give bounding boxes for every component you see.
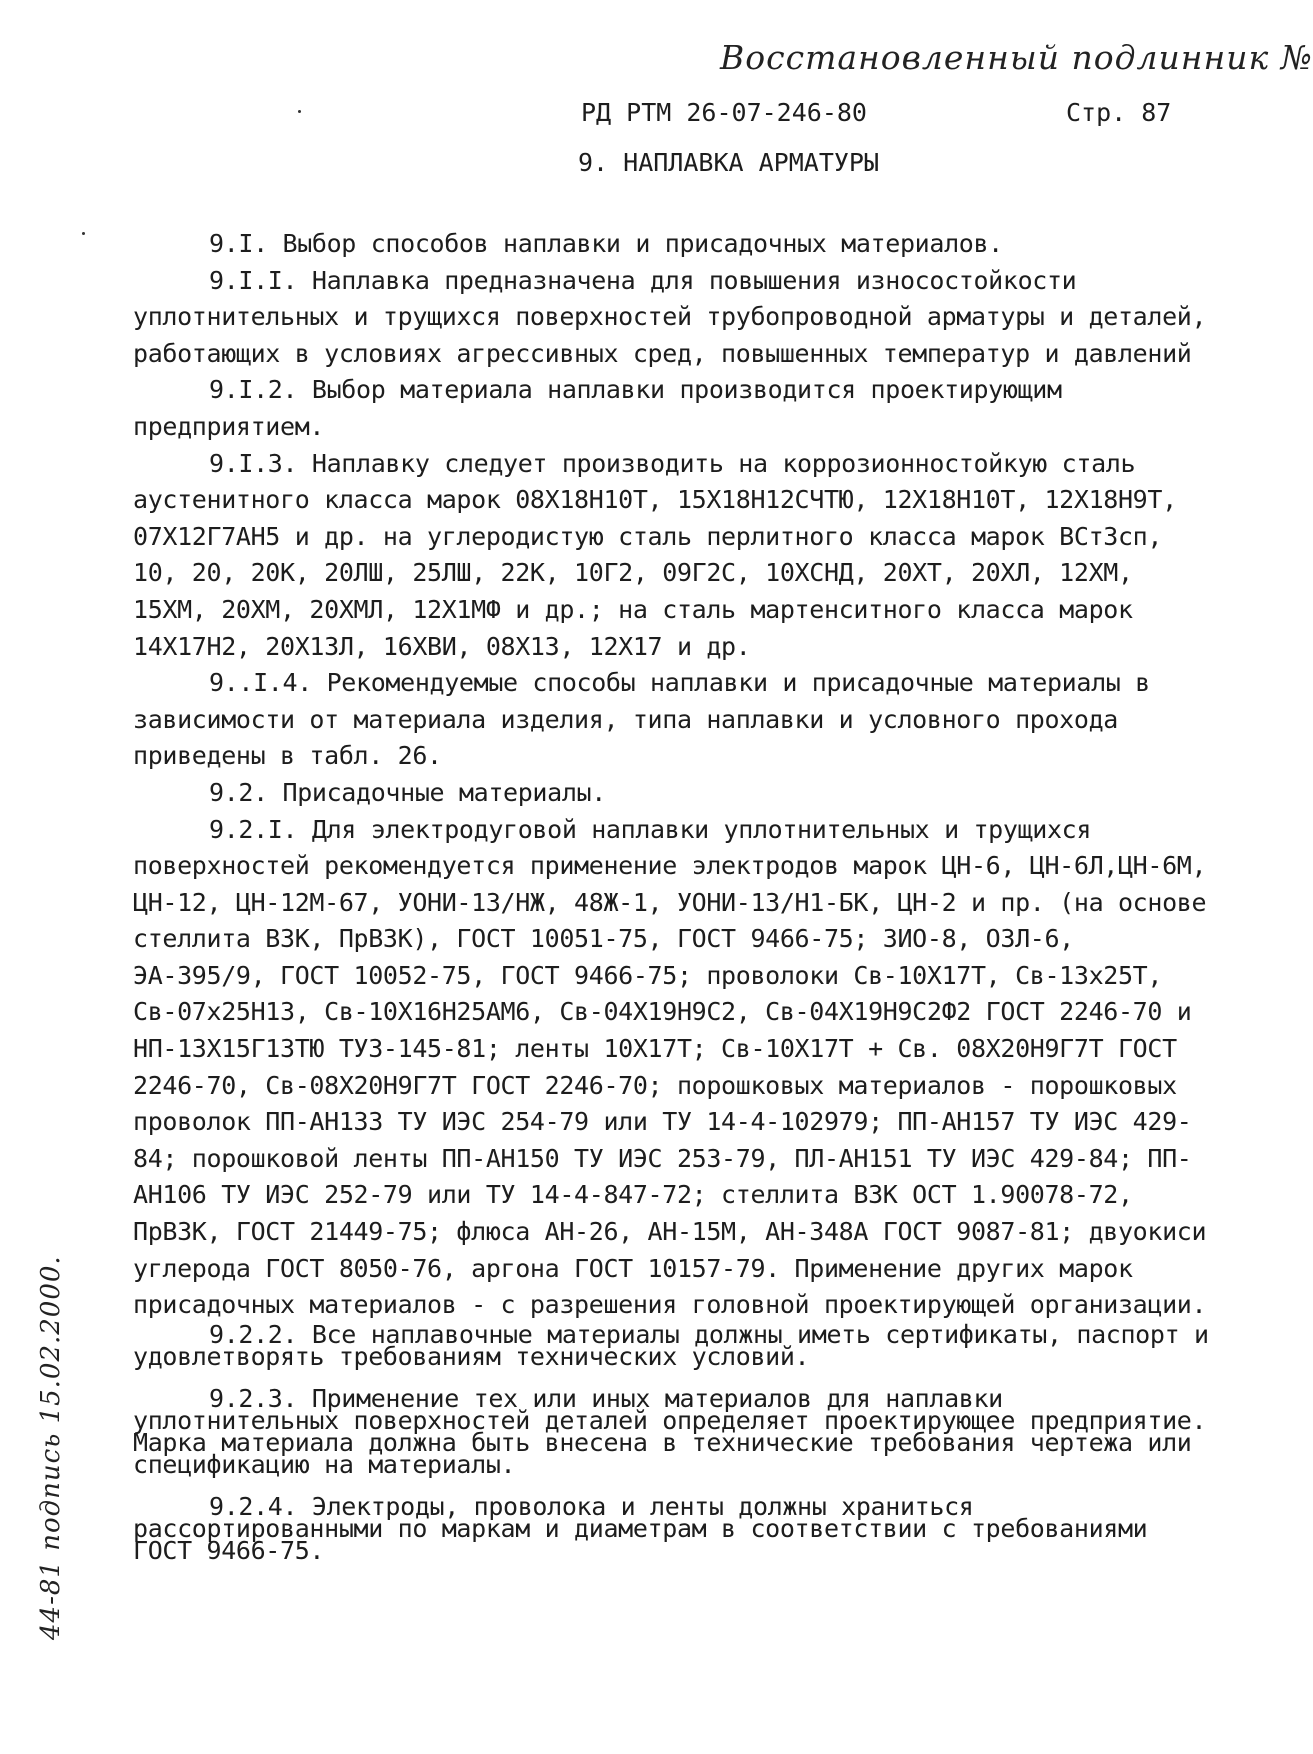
document-body: [133, 226, 1218, 1565]
scan-speck: [82, 232, 85, 235]
page-number: Стр. 87: [1066, 98, 1172, 127]
paragraph-9-1-1: 9.I.I. Наплавка предназначена для повышения износостойкости уплотнительных и трущихся поверхностей трубопроводной арматуры и деталей, работающих в условиях агрессивных сред, повышенных температур и давлений: [133, 265, 1207, 368]
paragraph-9-2-3: 9.2.3. Применение тех или иных материалов для наплавки уплотнительных поверхностей деталей определяет проектирующее предприятие. Марка материала должна быть внесена в технические требования чертежа или спецификацию на материалы.: [133, 1383, 1207, 1479]
paragraph-9-2-1: 9.2.I. Для электродуговой наплавки уплотнительных и трущихся поверхностей рекомендуется применение электродов марок ЦН-6, ЦН-6Л,ЦН-6М, ЦН-12, ЦН-12М-67, УОНИ-13/НЖ, 48Ж-1, УОНИ-13/Н1-БК, ЦН-2 и пр. (на основе стеллита ВЗК, ПрВЗК), ГОСТ 10051-75, ГОСТ 9466-75; ЗИО-8, ОЗЛ-6, ЭА-395/9, ГОСТ 10052-75, ГОСТ 9466-75; проволоки Св-10Х17Т, Св-13х25Т, Св-07х25Н13, Св-10Х16Н25АМ6, Св-04Х19Н9С2, Св-04Х19Н9С2Ф2 ГОСТ 2246-70 и НП-13Х15Г13ТЮ ТУ3-145-81; ленты 10Х17Т; Св-10Х17Т + Св. 08Х20Н9Г7Т ГОСТ 2246-70, Св-08Х20Н9Г7Т ГОСТ 2246-70; порошковых материалов - порошковых проволок ПП-АН133 ТУ ИЭС 254-79 или ТУ 14-4-102979; ПП-АН157 ТУ ИЭС 429-84; порошковой ленты ПП-АН150 ТУ ИЭС 253-79, ПЛ-АН151 ТУ ИЭС 429-84; ПП-АН106 ТУ ИЭС 252-79 или ТУ 14-4-847-72; стеллита ВЗК ОСТ 1.90078-72, ПрВЗК, ГОСТ 21449-75; флюса АН-26, АН-15М, АН-348А ГОСТ 9087-81; двуокиси углерода ГОСТ 8050-76, аргона ГОСТ 10157-79. Применение других марок присадочных материалов - с разрешения головной проектирующей организации.: [133, 814, 1207, 1320]
restored-original-stamp: Восстановленный подлинник №: [720, 38, 1313, 77]
document-code: РД РТМ 26-07-246-80: [581, 98, 867, 127]
section-title: 9. НАПЛАВКА АРМАТУРЫ: [578, 148, 880, 177]
paragraph-9-2-2: 9.2.2. Все наплавочные материалы должны иметь сертификаты, паспорт и удовлетворять требованиям технических условий.: [133, 1319, 1209, 1371]
paragraph-9-1-2: 9.I.2. Выбор материала наплавки производится проектирующим предприятием.: [133, 375, 1062, 441]
scan-speck: [298, 110, 301, 113]
paragraph-9-2-4: 9.2.4. Электроды, проволока и ленты должны храниться рассортированными по маркам и диаметрам в соответствии с требованиями ГОСТ 9466-75.: [133, 1491, 1148, 1565]
handwritten-margin-note: 44-81 подпись 15.02.2000.: [36, 1255, 66, 1640]
paragraph-9-1: 9.I. Выбор способов наплавки и присадочных материалов.: [209, 229, 1003, 258]
paragraph-9-1-3: 9.I.3. Наплавку следует производить на коррозионностойкую сталь аустенитного класса марок 08Х18Н10Т, 15Х18Н12СЧТЮ, 12Х18Н10Т, 12Х18Н9Т, 07Х12Г7АН5 и др. на углеродистую сталь перлитного класса марок ВСт3сп, 10, 20, 20К, 20ЛШ, 25ЛШ, 22К, 10Г2, 09Г2С, 10ХСНД, 20ХТ, 20ХЛ, 12ХМ, 15ХМ, 20ХМ, 20ХМЛ, 12Х1МФ и др.; на сталь мартенситного класса марок 14Х17Н2, 20Х13Л, 16ХВИ, 08Х13, 12Х17 и др.: [133, 448, 1177, 661]
paragraph-9-2: 9.2. Присадочные материалы.: [209, 777, 606, 807]
paragraph-9-1-4: 9..I.4. Рекомендуемые способы наплавки и присадочные материалы в зависимости от материала изделия, типа наплавки и условного прохода приведены в табл. 26.: [133, 668, 1150, 771]
